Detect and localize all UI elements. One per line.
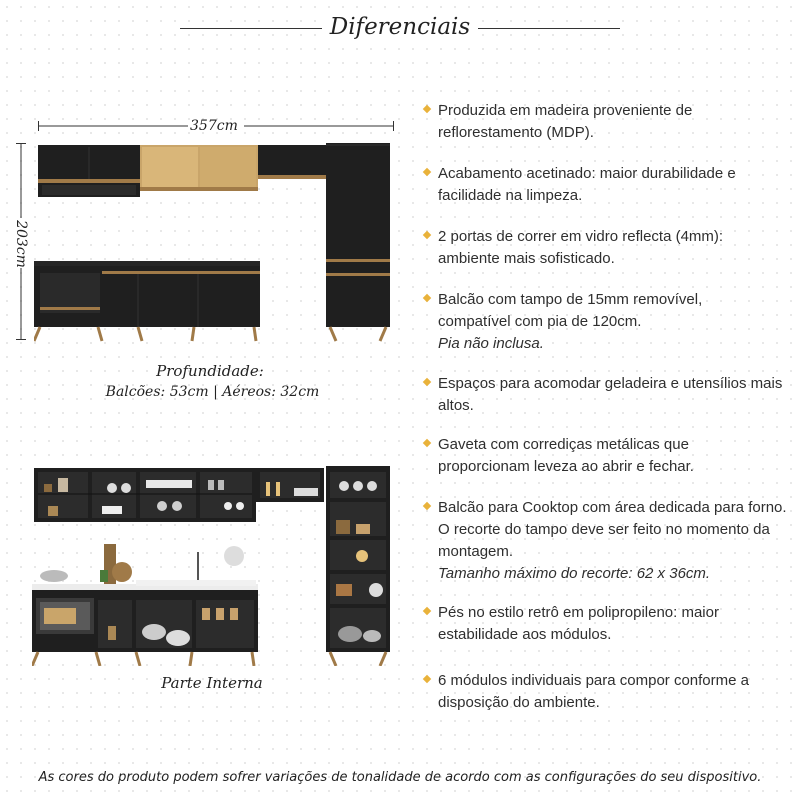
kitchen-interior-illustration — [32, 466, 392, 666]
feature-text: Gaveta com corrediças metálicas que proporcionam leveza ao abrir e fechar. — [438, 436, 694, 475]
feature-text: 6 módulos individuais para compor conforme a disposição do ambiente. — [438, 672, 749, 711]
section-header — [0, 14, 800, 44]
feature-text: Produzida em madeira proveniente de reflorestamento (MDP). — [438, 102, 693, 141]
height-label: 203cm — [13, 220, 29, 268]
interior-caption: Parte Interna — [161, 674, 263, 692]
feature-text: Balcão com tampo de 15mm removível, compatível com pia de 120cm. — [438, 291, 703, 330]
feature-text: Balcão para Cooktop com área dedicada para forno. O recorte do tampo deve ser feito no momento da montagem. — [438, 499, 787, 560]
depth-title: Profundidade: — [156, 362, 264, 380]
color-disclaimer: As cores do produto podem sofrer variações de tonalidade de acordo com as configurações do seu dispositivo. — [38, 770, 762, 785]
diamond-bullet-icon — [423, 105, 431, 113]
feature-text: Pés no estilo retrô em polipropileno: maior estabilidade aos módulos. — [438, 604, 719, 643]
page-title: Diferenciais — [0, 14, 800, 40]
kitchen-closed-illustration — [34, 143, 394, 343]
feature-text: Acabamento acetinado: maior durabilidade e facilidade na limpeza. — [438, 165, 736, 204]
diamond-bullet-icon — [423, 439, 431, 447]
feature-text: Espaços para acomodar geladeira e utensílios mais altos. — [438, 375, 783, 414]
diamond-bullet-icon — [423, 168, 431, 176]
diamond-bullet-icon — [423, 607, 431, 615]
diamond-bullet-icon — [423, 675, 431, 683]
diamond-bullet-icon — [423, 378, 431, 386]
width-label: 357cm — [190, 118, 238, 134]
diamond-bullet-icon — [423, 231, 431, 239]
depth-value: Balcões: 53cm | Aéreos: 32cm — [105, 384, 320, 400]
feature-text: 2 portas de correr em vidro reflecta (4mm): ambiente mais sofisticado. — [438, 228, 724, 267]
diamond-bullet-icon — [423, 294, 431, 302]
feature-note: Pia não inclusa. — [438, 335, 544, 352]
diamond-bullet-icon — [423, 502, 431, 510]
feature-note: Tamanho máximo do recorte: 62 x 36cm. — [438, 565, 711, 582]
